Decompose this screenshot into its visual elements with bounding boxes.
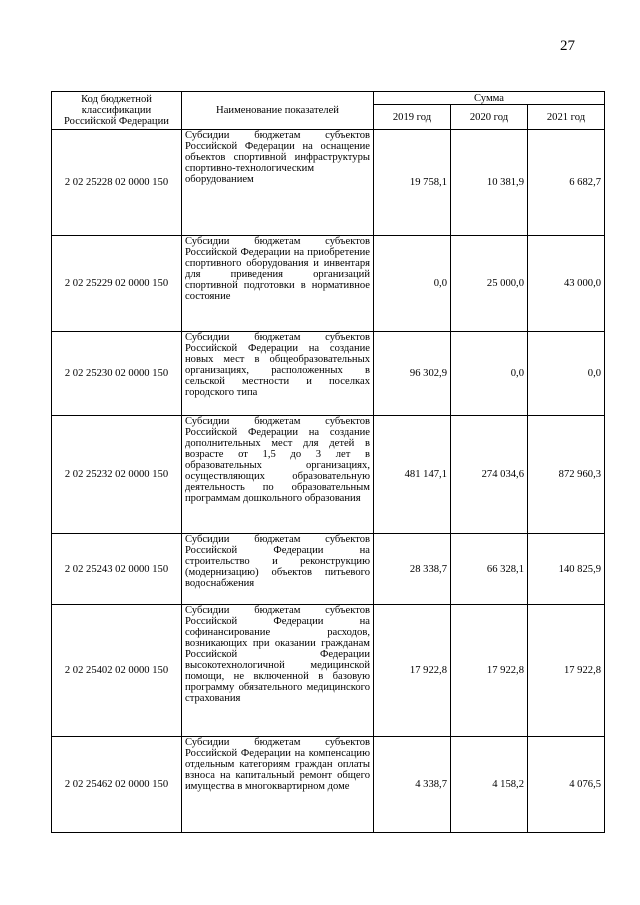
row-value-2019: 96 302,9 [374, 332, 451, 416]
row-value-2020: 10 381,9 [451, 130, 528, 236]
row-value-2019: 0,0 [374, 236, 451, 332]
row-value-2020: 4 158,2 [451, 737, 528, 833]
row-name: Субсидии бюджетам субъектов Российской Федерации на создание дополнительных мест для детей в возрасте от 1,5 до 3 лет в образовательных организациях, осуществляющих образовательную деятельность по образовательным программам дошкольного образования [182, 416, 374, 534]
row-value-2021: 0,0 [528, 332, 605, 416]
row-name: Субсидии бюджетам субъектов Российской Федерации на софинансирование расходов, возникающих при оказании гражданам Российской Федерации высокотехнологичной медицинской помощи, не включенной в базовую программу обязательного медицинского страхования [182, 605, 374, 737]
row-value-2019: 28 338,7 [374, 534, 451, 605]
header-year-2020: 2020 год [451, 105, 528, 130]
row-value-2021: 140 825,9 [528, 534, 605, 605]
header-sum: Сумма [374, 92, 605, 105]
header-code: Код бюджетной классификации Российской Федерации [52, 92, 182, 130]
table-row [52, 332, 605, 416]
row-value-2020: 25 000,0 [451, 236, 528, 332]
row-name: Субсидии бюджетам субъектов Российской Федерации на приобретение спортивного оборудования и инвентаря для приведения организаций спортивной подготовки в нормативное состояние [182, 236, 374, 332]
row-value-2021: 17 922,8 [528, 605, 605, 737]
row-code: 2 02 25232 02 0000 150 [52, 416, 182, 534]
row-name: Субсидии бюджетам субъектов Российской Федерации на строительство и реконструкцию (модернизацию) объектов питьевого водоснабжения [182, 534, 374, 605]
page-number: 27 [560, 38, 575, 54]
row-code: 2 02 25462 02 0000 150 [52, 737, 182, 833]
table-row [52, 534, 605, 605]
row-value-2019: 481 147,1 [374, 416, 451, 534]
row-value-2019: 17 922,8 [374, 605, 451, 737]
header-name: Наименование показателей [182, 92, 374, 130]
row-value-2021: 43 000,0 [528, 236, 605, 332]
table-row [52, 737, 605, 833]
row-value-2019: 19 758,1 [374, 130, 451, 236]
row-value-2021: 872 960,3 [528, 416, 605, 534]
budget-table [51, 91, 605, 833]
row-value-2021: 6 682,7 [528, 130, 605, 236]
table-row [52, 605, 605, 737]
row-name: Субсидии бюджетам субъектов Российской Федерации на оснащение объектов спортивной инфраструктуры спортивно-технологическим оборудованием [182, 130, 374, 236]
row-value-2020: 66 328,1 [451, 534, 528, 605]
row-code: 2 02 25229 02 0000 150 [52, 236, 182, 332]
row-value-2020: 17 922,8 [451, 605, 528, 737]
row-code: 2 02 25402 02 0000 150 [52, 605, 182, 737]
header-year-2019: 2019 год [374, 105, 451, 130]
row-code: 2 02 25230 02 0000 150 [52, 332, 182, 416]
row-code: 2 02 25243 02 0000 150 [52, 534, 182, 605]
row-name: Субсидии бюджетам субъектов Российской Федерации на создание новых мест в общеобразовательных организациях, расположенных в сельской местности и поселках городского типа [182, 332, 374, 416]
row-value-2020: 274 034,6 [451, 416, 528, 534]
table-row [52, 236, 605, 332]
row-value-2021: 4 076,5 [528, 737, 605, 833]
header-year-2021: 2021 год [528, 105, 605, 130]
table-row [52, 130, 605, 236]
row-name: Субсидии бюджетам субъектов Российской Федерации на компенсацию отдельным категориям граждан оплаты взноса на капитальный ремонт общего имущества в многоквартирном доме [182, 737, 374, 833]
row-value-2020: 0,0 [451, 332, 528, 416]
row-value-2019: 4 338,7 [374, 737, 451, 833]
table-row [52, 416, 605, 534]
row-code: 2 02 25228 02 0000 150 [52, 130, 182, 236]
